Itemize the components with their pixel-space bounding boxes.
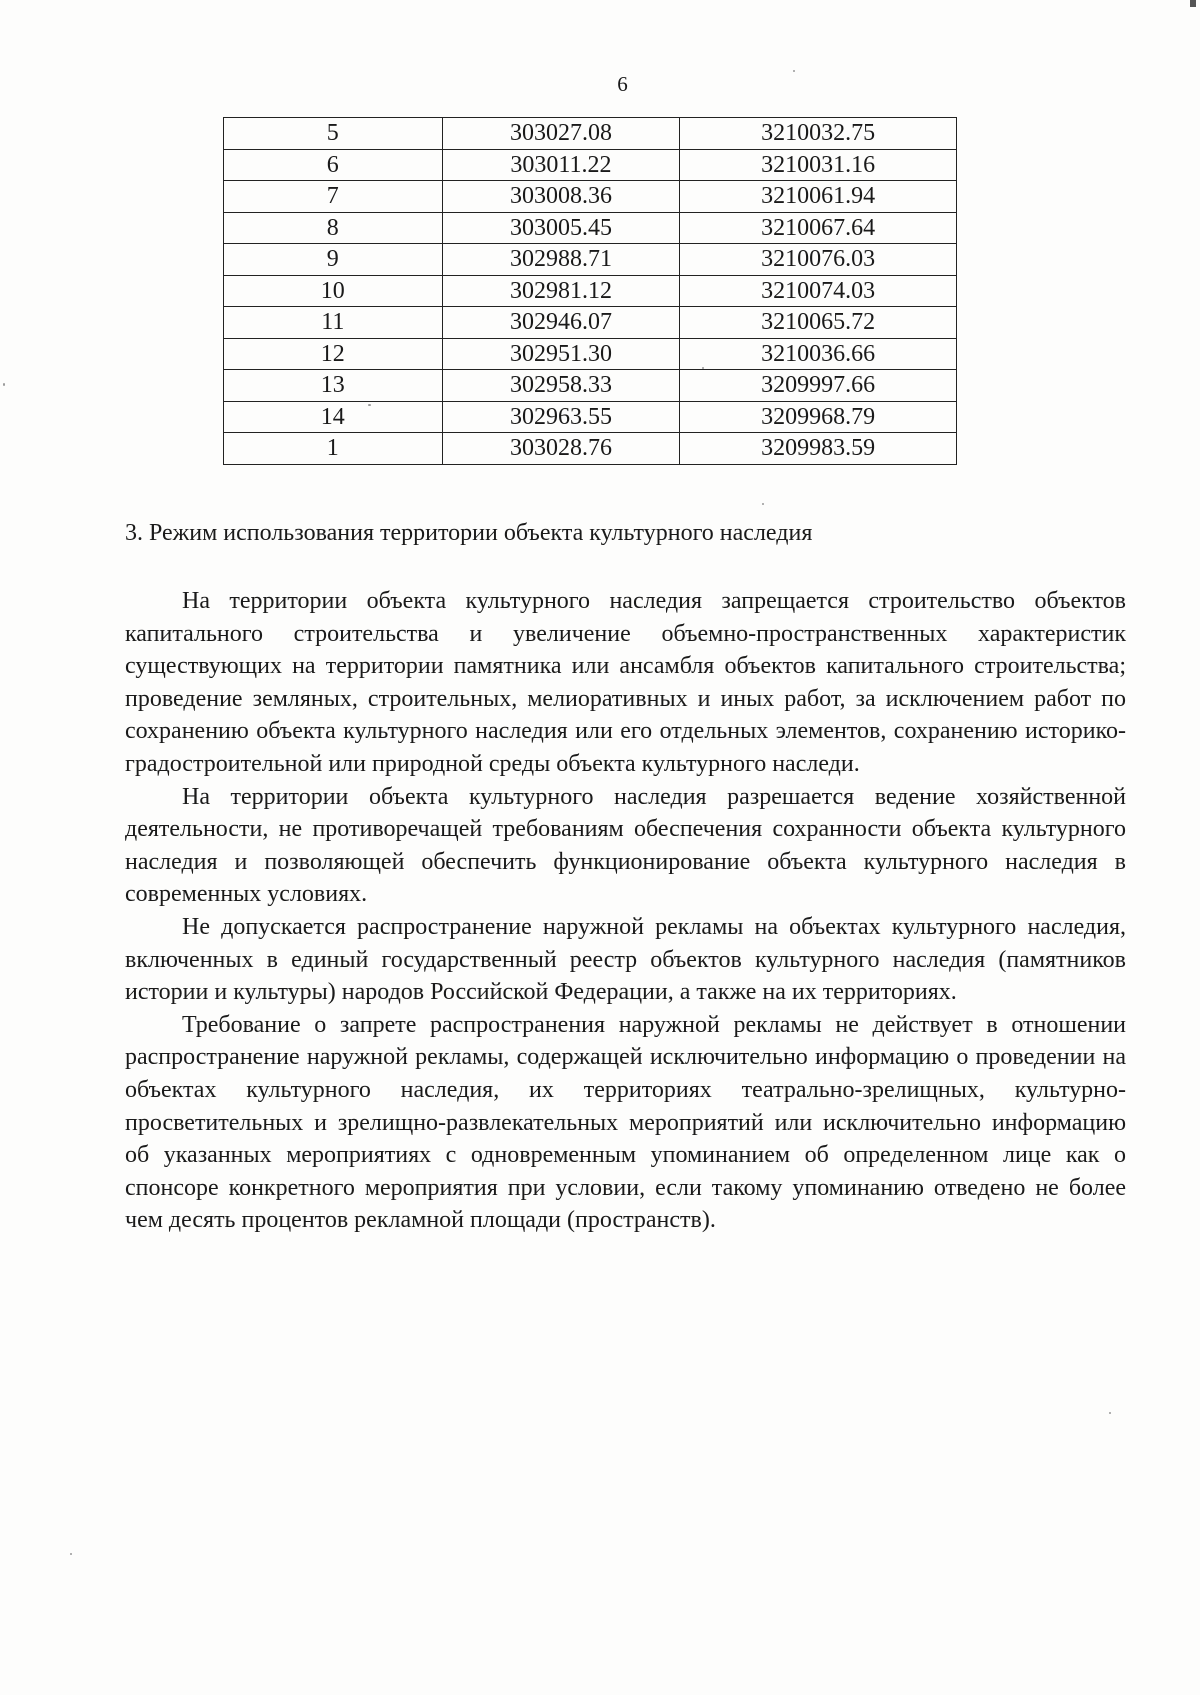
point-number-cell: 9 (224, 244, 443, 276)
scan-speck (702, 367, 704, 369)
point-number-cell: 8 (224, 212, 443, 244)
x-coordinate-cell: 302958.33 (442, 370, 680, 402)
scan-speck (70, 1553, 72, 1555)
table-row (224, 212, 957, 244)
scan-speck (762, 503, 764, 505)
x-coordinate-cell: 303005.45 (442, 212, 680, 244)
x-coordinate-cell: 302963.55 (442, 401, 680, 433)
section-body (125, 585, 1126, 1237)
x-coordinate-cell: 302988.71 (442, 244, 680, 276)
y-coordinate-cell: 3210076.03 (680, 244, 957, 276)
paragraph-advertising-exception: Требование о запрете распространения наружной рекламы не действует в отношении распространение наружной рекламы, содержащей исключительно информацию о проведении на объектах культурного наследия, их территориях театрально-зрелищных, культурно-просветительных и зрелищно-развлекательных мероприятий или исключительно информацию об указанных мероприятиях с одновременным упоминанием об определенном лице как о спонсоре конкретного мероприятия при условии, если такому упоминанию отведено не более чем десять процентов рекламной площади (пространств). (125, 1011, 1126, 1234)
table-row (224, 307, 957, 339)
y-coordinate-cell: 3210074.03 (680, 275, 957, 307)
y-coordinate-cell: 3209983.59 (680, 433, 957, 465)
scan-speck (368, 404, 371, 406)
table-row (224, 338, 957, 370)
y-coordinate-cell: 3210061.94 (680, 181, 957, 213)
x-coordinate-cell: 302981.12 (442, 275, 680, 307)
scan-speck (793, 70, 795, 72)
table-row (224, 275, 957, 307)
point-number-cell: 6 (224, 149, 443, 181)
x-coordinate-cell: 303028.76 (442, 433, 680, 465)
point-number-cell: 7 (224, 181, 443, 213)
y-coordinate-cell: 3210031.16 (680, 149, 957, 181)
coordinates-table (223, 117, 957, 465)
y-coordinate-cell: 3210065.72 (680, 307, 957, 339)
table-row (224, 433, 957, 465)
scan-speck (1109, 1412, 1111, 1414)
x-coordinate-cell: 302946.07 (442, 307, 680, 339)
section-heading: 3. Режим использования территории объекта культурного наследия (125, 520, 813, 546)
y-coordinate-cell: 3209968.79 (680, 401, 957, 433)
x-coordinate-cell: 303008.36 (442, 181, 680, 213)
point-number-cell: 1 (224, 433, 443, 465)
table-row (224, 244, 957, 276)
paragraph-advertising-ban: Не допускается распространение наружной рекламы на объектах культурного наследия, включенных в единый государственный реестр объектов культурного наследия (памятников истории и культуры) народов Российской Федерации, а также на их территориях. (125, 913, 1126, 1006)
table-row (224, 181, 957, 213)
point-number-cell: 12 (224, 338, 443, 370)
paragraph-prohibitions: На территории объекта культурного наследия запрещается строительство объектов капитального строительства и увеличение объемно-пространственных характеристик существующих на территории памятника или ансамбля объектов капитального строительства; проведение земляных, строительных, мелиоративных и иных работ, за исключением работ по сохранению объекта культурного наследия или его отдельных элементов, сохранению историко-градостроительной или природной среды объекта культурного наследи. (125, 588, 1126, 777)
y-coordinate-cell: 3210067.64 (680, 212, 957, 244)
table-row (224, 149, 957, 181)
point-number-cell: 13 (224, 370, 443, 402)
table-row (224, 118, 957, 150)
x-coordinate-cell: 303027.08 (442, 118, 680, 150)
scan-speck (3, 383, 5, 386)
y-coordinate-cell: 3210032.75 (680, 118, 957, 150)
point-number-cell: 14 (224, 401, 443, 433)
coordinates-table-body (224, 118, 957, 465)
point-number-cell: 10 (224, 275, 443, 307)
point-number-cell: 11 (224, 307, 443, 339)
x-coordinate-cell: 303011.22 (442, 149, 680, 181)
y-coordinate-cell: 3209997.66 (680, 370, 957, 402)
table-row (224, 370, 957, 402)
point-number-cell: 5 (224, 118, 443, 150)
paragraph-permitted-activity: На территории объекта культурного наследия разрешается ведение хозяйственной деятельности, не противоречащей требованиям обеспечения сохранности объекта культурного наследия и позволяющей обеспечить функционирование объекта культурного наследия в современных условиях. (125, 783, 1126, 908)
scan-corner-mark (1190, 0, 1196, 7)
y-coordinate-cell: 3210036.66 (680, 338, 957, 370)
page-number: 6 (617, 72, 628, 96)
table-row (224, 401, 957, 433)
x-coordinate-cell: 302951.30 (442, 338, 680, 370)
